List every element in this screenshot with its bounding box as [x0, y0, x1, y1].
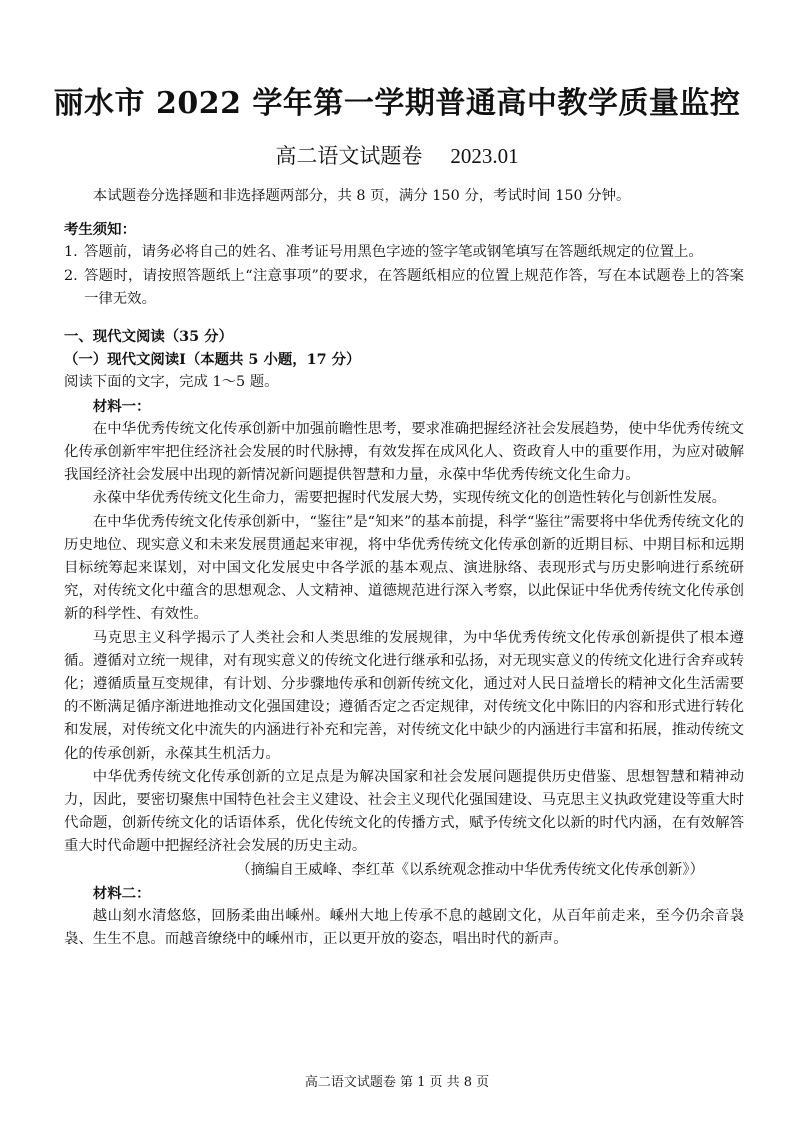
- material-two-label: 材料二：: [92, 884, 151, 902]
- notice-item: [64, 265, 744, 311]
- material-one-paragraph: 永葆中华优秀传统文化生命力，需要把握时代发展大势，实现传统文化的创造性转化与创新性发展。: [92, 490, 726, 507]
- notice-number: 1.: [64, 244, 78, 261]
- subtitle-text: 高二语文试题卷: [275, 144, 423, 168]
- exam-title: 丽水市 2022 学年第一学期普通高中教学质量监控: [53, 86, 741, 121]
- material-one-label: 材料一：: [92, 397, 151, 415]
- reading-instruction: 阅读下面的文字，完成 1～5 题。: [64, 374, 279, 391]
- exam-subtitle: [0, 140, 794, 170]
- notice-text: 答题前，请务必将自己的姓名、准考证号用黑色字迹的签字笔或钢笔填写在答题纸规定的位置上。: [84, 244, 703, 261]
- intro-text: 本试题卷分选择题和非选择题两部分，共 8 页，满分 150 分，考试时间 150 分钟。: [92, 188, 631, 204]
- material-one-paragraph: 在中华优秀传统文化传承创新中加强前瞻性思考，要求准确把握经济社会发展趋势，使中华优秀传统文化传承创新牢牢把住经济社会发展的时代脉搏，有效发挥在成风化人、资政育人中的重要作用，为应对破解我国经济社会发展中出现的新情况新问题提供智慧和力量，永葆中华优秀传统文化生命力。: [64, 420, 744, 484]
- section-heading: 一、现代文阅读（35 分）: [64, 328, 233, 346]
- material-two-paragraph: 越山刻水清悠悠，回肠柔曲出嵊州。嵊州大地上传承不息的越剧文化，从百年前走来，至今仍余音袅袅、生生不息。而越音缭绕中的嵊州市，正以更开放的姿态，唱出时代的新声。: [64, 908, 744, 948]
- material-one-paragraph: 在中华优秀传统文化传承创新中，“鉴往”是“知来”的基本前提，科学“鉴往”需要将中华优秀传统文化的历史地位、现实意义和未来发展贯通起来审视，将中华优秀传统文化传承创新的近期目标、中期目标和远期目标统筹起来谋划，对中国文化发展史中各学派的基本观点、演进脉络、表现形式与历史影响进行系统研究，对传统文化中蕴含的思想观念、人文精神、道德规范进行深入考察，以此保证中华优秀传统文化传承创新的科学性、有效性。: [64, 513, 744, 623]
- material-one-paragraph: 中华优秀传统文化传承创新的立足点是为解决国家和社会发展问题提供历史借鉴、思想智慧和精神动力，因此，要密切聚焦中国特色社会主义建设、社会主义现代化强国建设、马克思主义执政党建设等重大时代命题，创新传统文化的话语体系，优化传统文化的传播方式，赋予传统文化以新的时代内涵，在有效解答重大时代命题中把握经济社会发展的历史主动。: [64, 768, 744, 855]
- notice-heading: 考生须知：: [64, 221, 136, 239]
- notice-number: 2.: [64, 267, 78, 284]
- page-footer: 高二语文试题卷 第 1 页 共 8 页: [304, 1075, 490, 1090]
- exam-date: 2023.01: [450, 144, 519, 168]
- notice-text: 答题时，请按照答题纸上“注意事项”的要求，在答题纸相应的位置上规范作答，写在本试题卷上的答案一律无效。: [84, 267, 744, 307]
- material-one-source: （摘编自王威峰、李红革《以系统观念推动中华优秀传统文化传承创新》）: [236, 861, 704, 878]
- subsection-heading: （一）现代文阅读Ⅰ（本题共 5 小题，17 分）: [64, 351, 361, 369]
- exam-body: [64, 185, 744, 952]
- notice-item: [64, 241, 744, 264]
- material-one-paragraph: 马克思主义科学揭示了人类社会和人类思维的发展规律，为中华优秀传统文化传承创新提供了根本遵循。遵循对立统一规律，对有现实意义的传统文化进行继承和弘扬，对无现实意义的传统文化进行舍弃或转化；遵循质量互变规律，有计划、分步骤地传承和创新传统文化，通过对人民日益增长的精神文化生活需要的不断满足循序渐进地推动文化强国建设；遵循否定之否定规律，对传统文化中陈旧的内容和形式进行转化和发展，对传统文化中流失的内涵进行补充和完善，对传统文化中缺少的内涵进行丰富和拓展，推动传统文化的传承创新，永葆其生机活力。: [64, 629, 744, 762]
